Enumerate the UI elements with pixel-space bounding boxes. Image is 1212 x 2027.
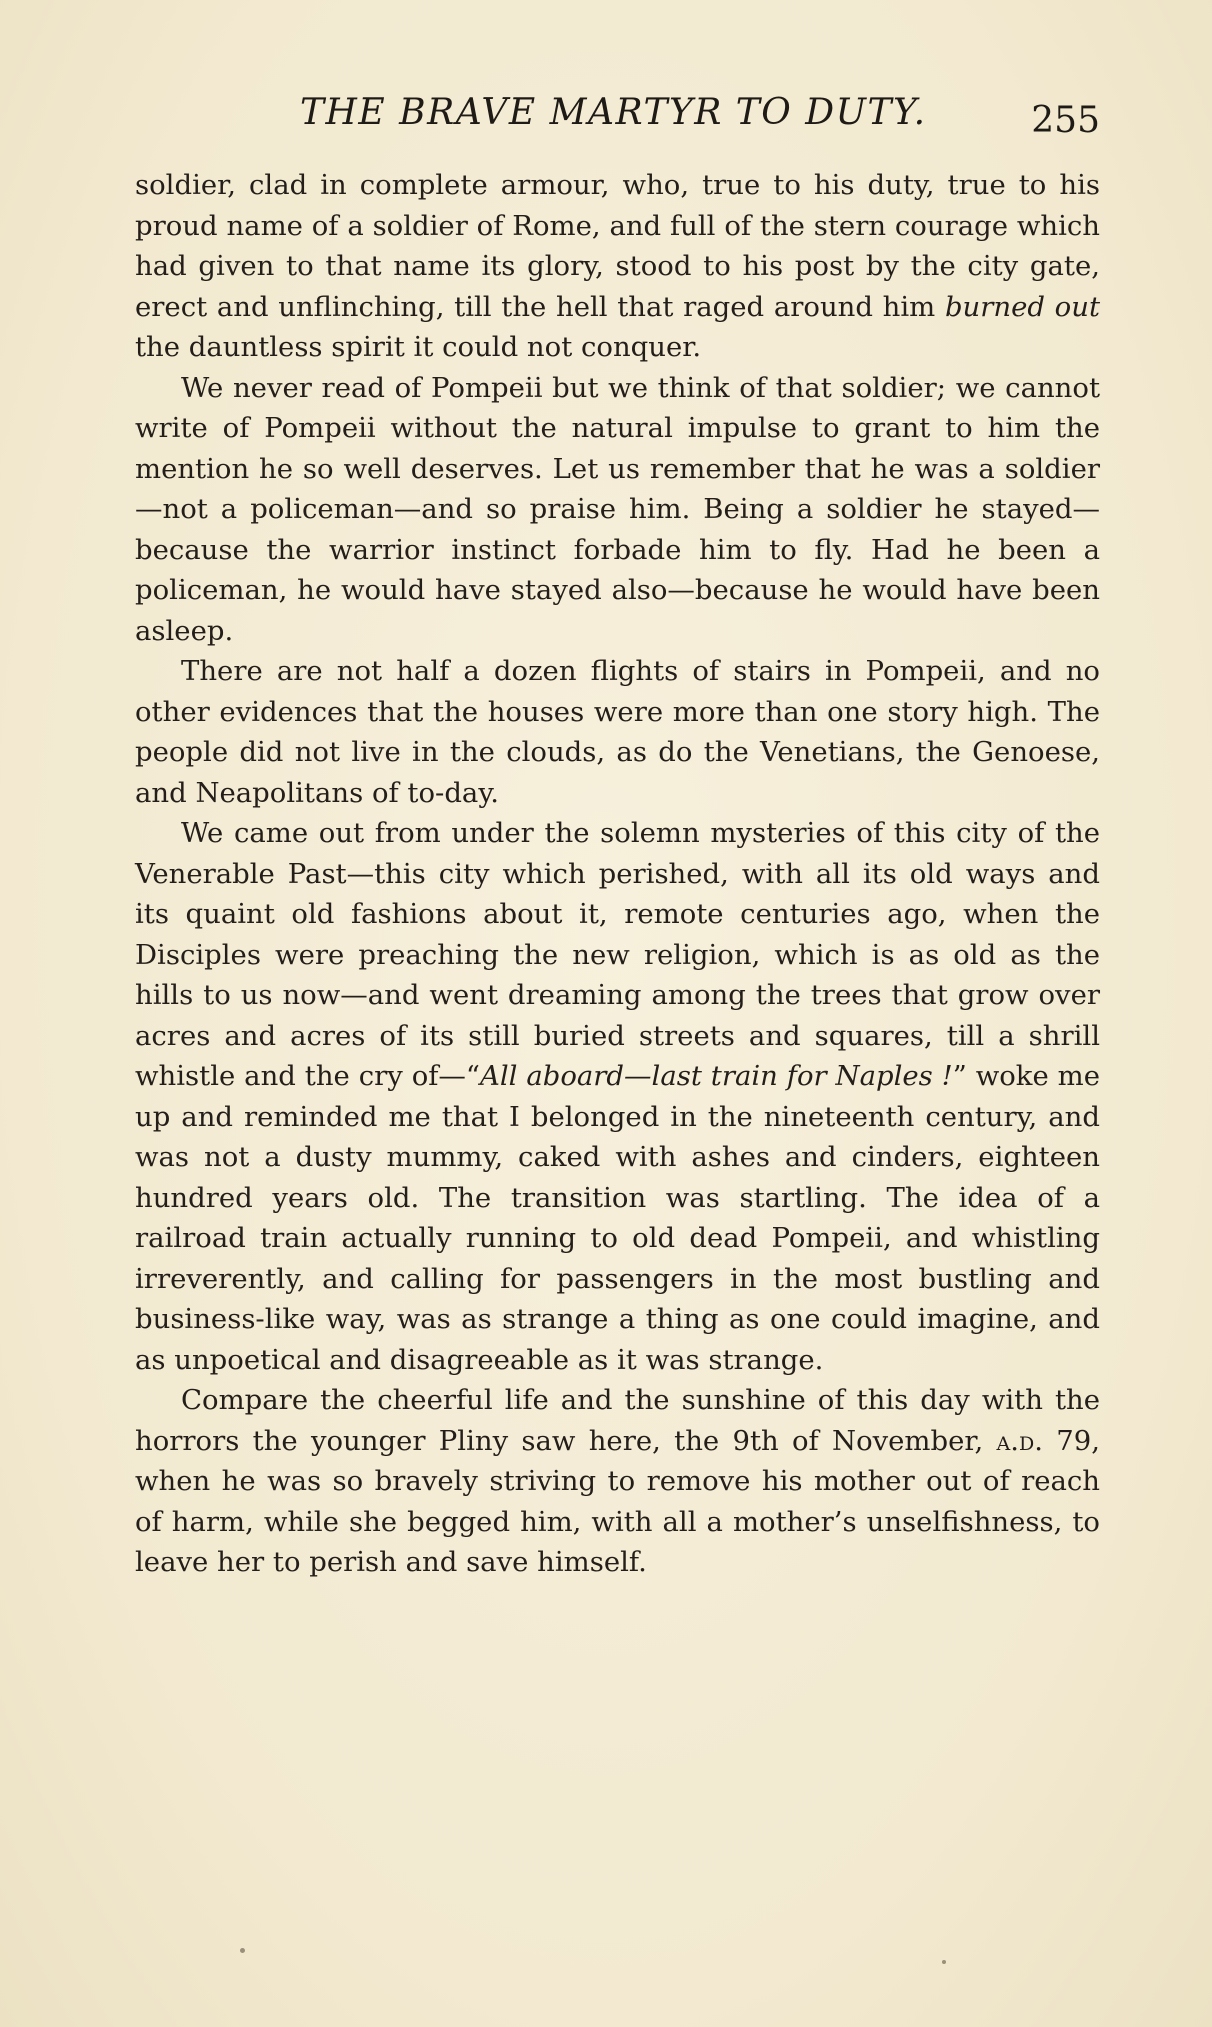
page-number: 255 xyxy=(1031,100,1100,141)
running-title: THE BRAVE MARTYR TO DUTY. xyxy=(300,92,927,133)
body-text xyxy=(135,165,1100,1583)
paragraph-soldier: soldier, clad in complete armour, who, true to his duty, true to his proud name of a soldier of Rome, and full of the stern courage which had given to that name its glory, stood to his post by the city gate, erect and unflinching, till the hell that raged around him burned out the dauntless spirit it could not conquer. xyxy=(135,169,1100,363)
paragraph-pliny: Compare the cheerful life and the sunshine of this day with the horrors the younger Pliny saw here, the 9th of November, a.d. 79, when he was so bravely striving to remove his mother out of reach of harm, while she begged him, with all a mother’s unselfishness, to leave her to perish and save himself. xyxy=(135,1384,1100,1578)
small-caps-era: a.d. xyxy=(996,1424,1043,1457)
paper-speck xyxy=(240,1948,245,1953)
italic-phrase: All aboard—last train for Naples ! xyxy=(479,1060,953,1092)
paper-speck xyxy=(942,1960,946,1964)
page-header xyxy=(135,92,1100,142)
paragraph-venerable-past: We came out from under the solemn mysteries of this city of the Venerable Past—this city which perished, with all its old ways and its quaint old fashions about it, remote centuries ago, when the Disciples were preaching the new religion, which is as old as the hills to us now—and went dreaming among the trees that grow over acres and acres of its still buried streets and squares, till a shrill whistle and the cry of—“All aboard—last train for Naples !” woke me up and reminded me that I belonged in the nineteenth century, and was not a dusty mummy, caked with ashes and cinders, eighteen hundred years old. The transition was startling. The idea of a railroad train actually running to old dead Pompeii, and whistling irreverently, and calling for passengers in the most bustling and business-like way, was as strange a thing as one could imagine, and as unpoetical and disagreeable as it was strange. xyxy=(135,817,1100,1376)
italic-phrase: burned out xyxy=(944,290,1100,323)
paragraph-stairs: There are not half a dozen flights of stairs in Pompeii, and no other evidences that the houses were more than one story high. The people did not live in the clouds, as do the Venetians, the Genoese, and Neapolitans of to-day. xyxy=(135,655,1100,809)
paragraph-pompeii-soldier: We never read of Pompeii but we think of that soldier; we cannot write of Pompeii without the natural impulse to grant to him the mention he so well deserves. Let us remember that he was a soldier—not a policeman—and so praise him. Being a soldier he stayed—because the warrior instinct forbade him to fly. Had he been a policeman, he would have stayed also—because he would have been asleep. xyxy=(135,371,1100,647)
